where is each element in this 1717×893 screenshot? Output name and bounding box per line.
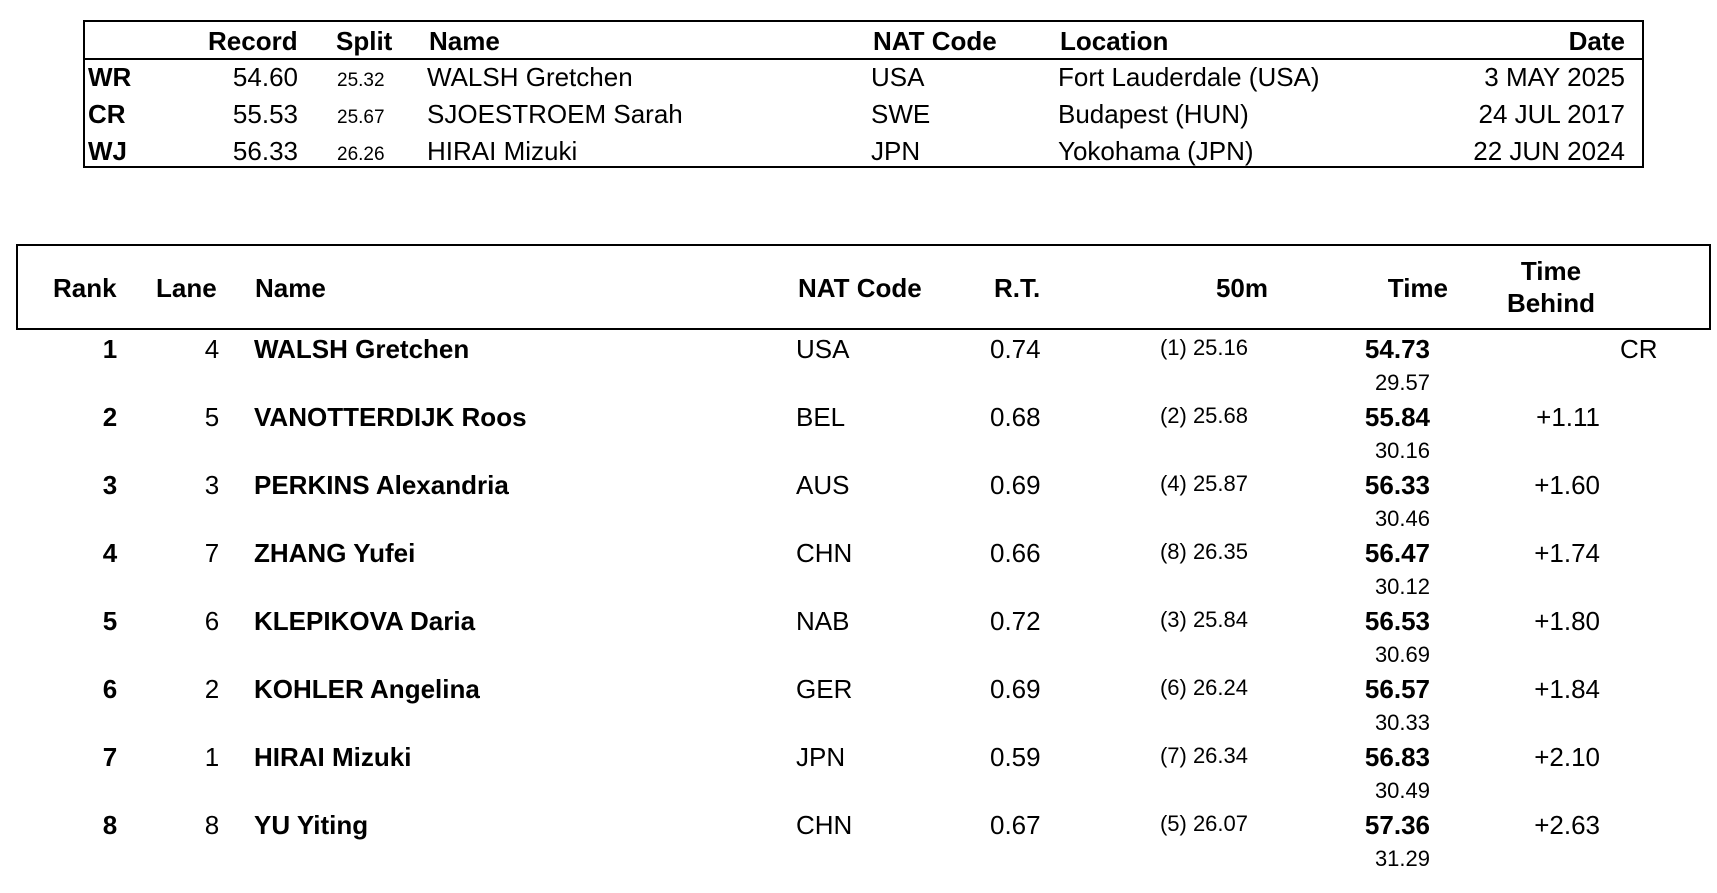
record-location: Budapest (HUN) [1058,99,1249,129]
results-header-rank: Rank [53,273,117,303]
result-lane: 5 [204,402,220,432]
result-rank: 2 [102,402,118,432]
result-lane: 7 [204,538,220,568]
result-time-behind: +1.11 [1536,402,1600,432]
result-name: HIRAI Mizuki [254,742,412,772]
result-lane: 1 [204,742,220,772]
record-date: 3 MAY 2025 [1484,62,1625,92]
result-name: PERKINS Alexandria [254,470,509,500]
result-reaction-time: 0.69 [990,674,1041,704]
result-lane: 4 [204,334,220,364]
result-time: 56.83 [1364,742,1430,772]
result-split-50m: (2) 25.68 [1159,403,1248,428]
result-split-50m: (3) 25.84 [1159,607,1248,632]
result-name: VANOTTERDIJK Roos [254,402,527,432]
result-reaction-time: 0.72 [990,606,1041,636]
result-time-behind: +1.74 [1534,538,1600,568]
result-split-50m: (8) 26.35 [1159,539,1248,564]
result-rank: 5 [102,606,118,636]
records-header-nat: NAT Code [873,26,997,56]
result-time-behind: +1.84 [1534,674,1600,704]
record-location: Fort Lauderdale (USA) [1058,62,1320,92]
record-type: CR [88,99,126,129]
records-header-split: Split [336,26,393,56]
result-nat: CHN [796,538,853,568]
result-time: 55.84 [1364,402,1430,432]
result-nat: JPN [796,742,846,772]
result-reaction-time: 0.68 [990,402,1041,432]
results-header-time-behind-line2: Behind [1506,288,1596,318]
result-rank: 8 [102,810,118,840]
results-header-time: Time [1387,273,1448,303]
result-split-100m: 30.46 [1374,506,1430,531]
result-nat: USA [796,334,850,364]
record-split: 25.32 [337,70,385,91]
result-name: YU Yiting [254,810,369,840]
result-split-100m: 30.49 [1374,778,1430,803]
result-nat: CHN [796,810,853,840]
result-split-100m: 29.57 [1374,370,1430,395]
result-reaction-time: 0.66 [990,538,1041,568]
result-nat: NAB [796,606,850,636]
record-type: WR [88,62,132,92]
result-rank: 1 [102,334,118,364]
records-header-record: Record [208,26,298,56]
result-split-100m: 30.33 [1374,710,1430,735]
result-lane: 2 [204,674,220,704]
result-name: ZHANG Yufei [254,538,416,568]
record-name: WALSH Gretchen [427,62,633,92]
result-nat: GER [796,674,853,704]
result-lane: 3 [204,470,220,500]
result-time-behind: +1.80 [1534,606,1600,636]
result-reaction-time: 0.74 [990,334,1041,364]
results-header-rt: R.T. [994,273,1041,303]
result-time-behind: +2.10 [1534,742,1600,772]
results-header-lane: Lane [156,273,217,303]
results-header-name: Name [255,273,326,303]
result-nat: AUS [796,470,850,500]
result-name: WALSH Gretchen [254,334,470,364]
record-time: 54.60 [232,62,298,92]
record-date: 24 JUL 2017 [1478,99,1625,129]
result-rank: 4 [102,538,118,568]
record-time: 55.53 [232,99,298,129]
result-split-100m: 30.12 [1374,574,1430,599]
result-time-behind: +2.63 [1534,810,1600,840]
record-name: SJOESTROEM Sarah [427,99,683,129]
record-name: HIRAI Mizuki [427,136,578,166]
result-rank: 3 [102,470,118,500]
records-header-name: Name [429,26,500,56]
result-time: 56.57 [1364,674,1430,704]
result-lane: 8 [204,810,220,840]
result-split-50m: (6) 26.24 [1159,675,1248,700]
record-location: Yokohama (JPN) [1058,136,1254,166]
result-time: 56.53 [1364,606,1430,636]
result-split-50m: (1) 25.16 [1159,335,1248,360]
record-nat: JPN [871,136,921,166]
records-header-divider [85,58,1642,60]
record-split: 26.26 [337,144,385,165]
result-split-100m: 31.29 [1374,846,1430,871]
result-time: 54.73 [1364,334,1430,364]
result-split-50m: (5) 26.07 [1159,811,1248,836]
results-header-nat: NAT Code [798,273,922,303]
results-header-time-behind-line1: Time [1520,256,1582,286]
result-reaction-time: 0.59 [990,742,1041,772]
result-split-100m: 30.69 [1374,642,1430,667]
result-time: 57.36 [1364,810,1430,840]
records-header-date: Date [1568,26,1625,56]
result-reaction-time: 0.69 [990,470,1041,500]
result-split-50m: (4) 25.87 [1159,471,1248,496]
result-time: 56.33 [1364,470,1430,500]
result-lane: 6 [204,606,220,636]
result-record-note: CR [1620,334,1658,364]
result-reaction-time: 0.67 [990,810,1041,840]
result-rank: 6 [102,674,118,704]
result-split-50m: (7) 26.34 [1159,743,1248,768]
result-split-100m: 30.16 [1374,438,1430,463]
result-name: KOHLER Angelina [254,674,480,704]
result-name: KLEPIKOVA Daria [254,606,476,636]
record-nat: SWE [871,99,931,129]
result-rank: 7 [102,742,118,772]
results-header [16,244,1711,330]
record-split: 25.67 [337,107,385,128]
results-header-50m: 50m [1215,273,1268,303]
result-nat: BEL [796,402,846,432]
result-time: 56.47 [1364,538,1430,568]
records-header-location: Location [1060,26,1169,56]
result-time-behind: +1.60 [1534,470,1600,500]
record-date: 22 JUN 2024 [1473,136,1625,166]
record-type: WJ [88,136,127,166]
record-time: 56.33 [232,136,298,166]
record-nat: USA [871,62,925,92]
